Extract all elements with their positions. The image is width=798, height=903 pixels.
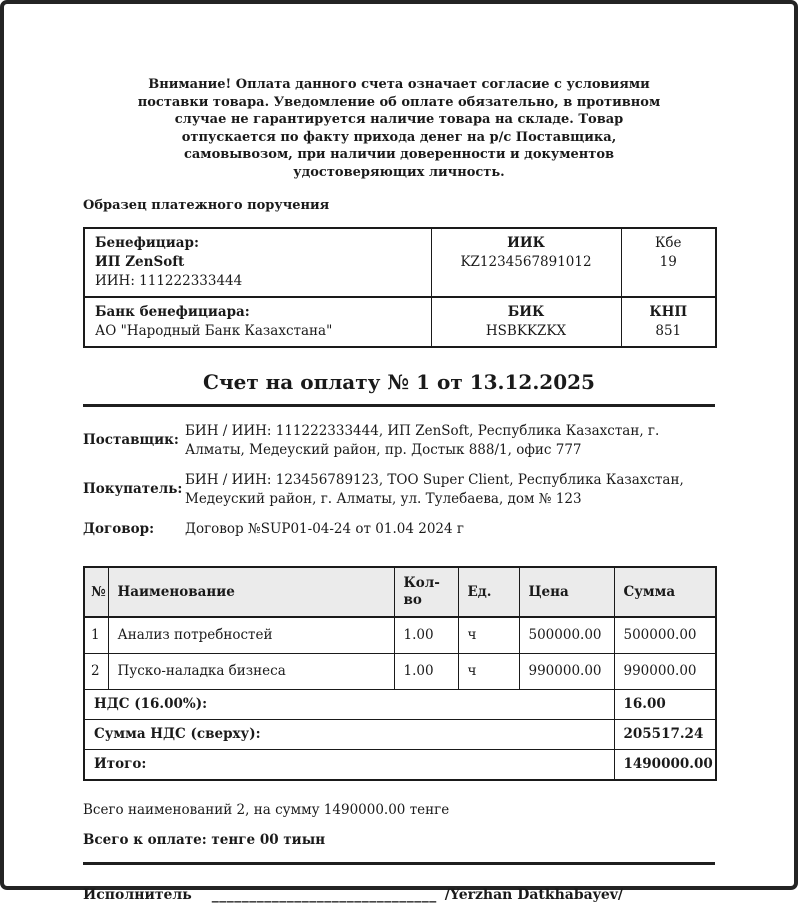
- bank-name: АО "Народный Банк Казахстана": [95, 323, 333, 339]
- col-header-total: Сумма: [614, 567, 716, 617]
- items-table: [83, 566, 717, 781]
- items-header-row: [84, 567, 716, 617]
- vat-amount-row: [84, 720, 716, 750]
- payment-order-sample-heading: Образец платежного поручения: [83, 198, 330, 213]
- item-price: 990000.00: [519, 654, 614, 690]
- knp-value: 851: [655, 323, 682, 339]
- signature-divider: [83, 862, 715, 865]
- item-qty: 1.00: [394, 617, 458, 654]
- col-header-price: Цена: [519, 567, 614, 617]
- executor-label: Исполнитель: [83, 887, 192, 903]
- vat-rate-value: 16.00: [614, 690, 716, 720]
- kbe-value: 19: [659, 254, 677, 270]
- vat-amount-label: Сумма НДС (сверху):: [84, 720, 614, 750]
- buyer-value: БИН / ИИН: 123456789123, ТОО Super Client, Республика Казахстан, Медеуский район, г. Алматы, ул. Тулебаева, дом № 123: [185, 472, 684, 507]
- beneficiary-label: Бенефициар:: [95, 235, 199, 251]
- invoice-content: [83, 76, 715, 903]
- contract-label: Договор:: [83, 521, 155, 537]
- grand-total-row: [84, 750, 716, 781]
- buyer-label: Покупатель:: [83, 481, 183, 497]
- item-unit: ч: [458, 654, 519, 690]
- supplier-value: БИН / ИИН: 111222333444, ИП ZenSoft, Республика Казахстан, г. Алматы, Медеуский район, пр. Достык 888/1, офис 777: [185, 423, 660, 458]
- item-price: 500000.00: [519, 617, 614, 654]
- table-row: [84, 654, 716, 690]
- bik-cell: [431, 297, 621, 347]
- items-summary-line: Всего наименований 2, на сумму 1490000.00 тенге: [83, 802, 450, 818]
- executor-name: /Yerzhan Datkhabayev/: [444, 887, 624, 903]
- vat-amount-value: 205517.24: [614, 720, 716, 750]
- beneficiary-bank-row: [84, 297, 716, 347]
- item-num: 2: [84, 654, 108, 690]
- vat-rate-label: НДС (16.00%):: [84, 690, 614, 720]
- table-row: [84, 617, 716, 654]
- iik-value: KZ1234567891012: [460, 254, 592, 270]
- bank-label: Банк бенефициара:: [95, 304, 250, 320]
- grand-total-value: 1490000.00: [614, 750, 716, 781]
- beneficiary-name: ИП ZenSoft: [95, 254, 185, 270]
- kbe-cell: [621, 228, 716, 297]
- item-qty: 1.00: [394, 654, 458, 690]
- bik-header: БИК: [507, 304, 545, 320]
- bik-value: HSBKKZKX: [485, 323, 567, 339]
- parties-section: [83, 422, 715, 539]
- amount-due-line: Всего к оплате: тенге 00 тиын: [83, 832, 326, 848]
- item-unit: ч: [458, 617, 519, 654]
- signature-row: [83, 887, 715, 903]
- item-name: Анализ потребностей: [108, 617, 394, 654]
- knp-header: КНП: [649, 304, 688, 320]
- item-num: 1: [84, 617, 108, 654]
- item-total: 990000.00: [614, 654, 716, 690]
- col-header-qty: Кол-во: [394, 567, 458, 617]
- item-name: Пуско-наладка бизнеса: [108, 654, 394, 690]
- col-header-name: Наименование: [108, 567, 394, 617]
- kbe-header: Кбе: [654, 235, 682, 251]
- grand-total-label: Итого:: [84, 750, 614, 781]
- iik-header: ИИК: [507, 235, 545, 251]
- contract-value: Договор №SUP01-04-24 от 01.04 2024 г: [185, 521, 464, 537]
- beneficiary-table: [83, 227, 717, 348]
- col-header-num: №: [84, 567, 108, 617]
- iik-cell: [431, 228, 621, 297]
- supplier-label: Поставщик:: [83, 432, 179, 448]
- beneficiary-iin: ИИН: 111222333444: [95, 273, 243, 289]
- beneficiary-cell: [84, 228, 431, 297]
- vat-rate-row: [84, 690, 716, 720]
- item-total: 500000.00: [614, 617, 716, 654]
- knp-cell: [621, 297, 716, 347]
- col-header-unit: Ед.: [458, 567, 519, 617]
- warning-text: Внимание! Оплата данного счета означает согласие с условиями поставки товара. Уведомление об оплате обязательно, в противном случае не гарантируется наличие товара на складе. Товар отпускается по факту прихода денег на р/с Поставщика, самовывозом, при наличии доверенности и документов удостоверяющих личность.: [137, 77, 661, 180]
- bank-cell: [84, 297, 431, 347]
- invoice-title: Счет на оплату № 1 от 13.12.2025: [203, 370, 595, 394]
- beneficiary-row: [84, 228, 716, 297]
- signature-line: ______________________________: [211, 887, 437, 903]
- title-divider: [83, 404, 715, 407]
